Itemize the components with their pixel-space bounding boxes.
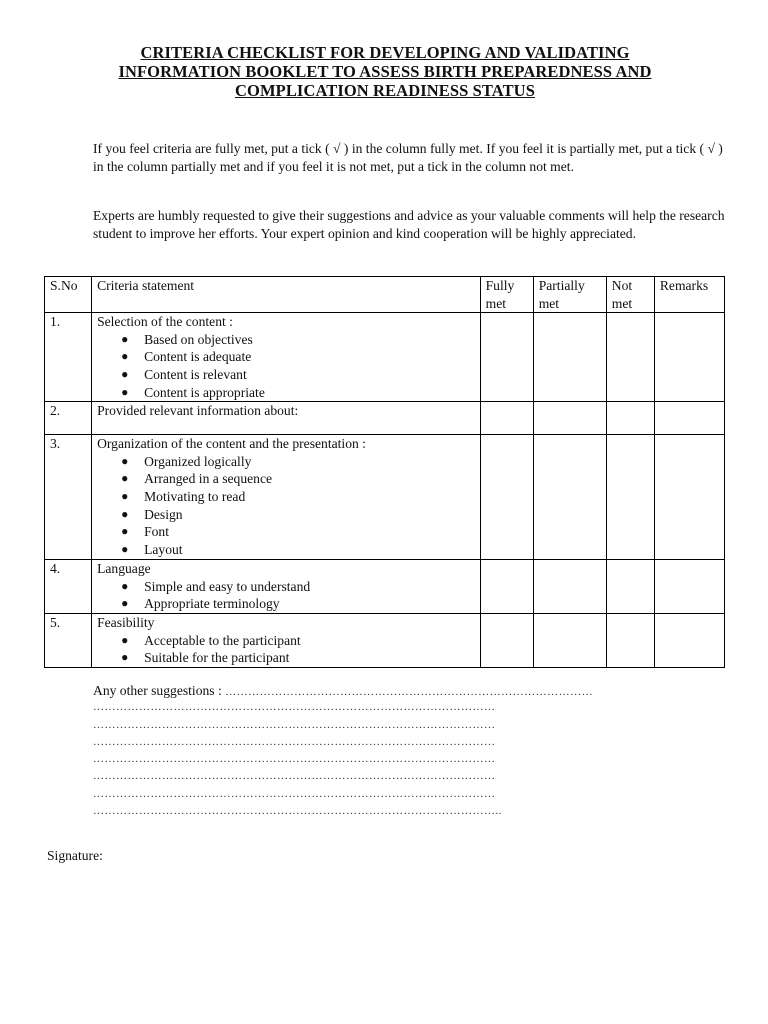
criteria-item-label: Based on objectives bbox=[144, 331, 253, 347]
bullet-icon: ● bbox=[121, 650, 129, 665]
criteria-statement: Selection of the content : bbox=[97, 314, 233, 330]
list-item bbox=[121, 649, 475, 667]
suggestions-input-line[interactable]: …………………………………………………………………………………… bbox=[225, 686, 594, 698]
criteria-item-label: Arranged in a sequence bbox=[144, 471, 273, 487]
not-met-cell[interactable] bbox=[606, 560, 654, 614]
bullet-icon: ● bbox=[121, 488, 129, 503]
criteria-item-label: Content is adequate bbox=[144, 349, 252, 365]
list-item bbox=[121, 384, 475, 402]
criteria-item-label: Font bbox=[144, 524, 169, 540]
suggestions-section bbox=[93, 682, 723, 820]
fully-met-cell[interactable] bbox=[480, 613, 533, 667]
criteria-cell bbox=[92, 613, 481, 667]
criteria-bullet-list bbox=[97, 453, 475, 559]
row-number: 5. bbox=[45, 613, 92, 667]
row-number: 3. bbox=[45, 435, 92, 560]
list-item bbox=[121, 331, 475, 349]
suggestions-input-line[interactable]: …………………………………………………………………………………………… bbox=[93, 770, 496, 783]
fully-met-cell[interactable] bbox=[480, 435, 533, 560]
title-line-3: COMPLICATION READINESS STATUS bbox=[235, 81, 535, 100]
criteria-item-label: Suitable for the participant bbox=[144, 650, 290, 666]
criteria-item-label: Appropriate terminology bbox=[144, 596, 280, 612]
header-partially-met: Partially met bbox=[533, 277, 606, 313]
bullet-icon: ● bbox=[121, 524, 129, 539]
partially-met-cell[interactable] bbox=[533, 402, 606, 435]
header-not-met: Not met bbox=[606, 277, 654, 313]
criteria-item-label: Layout bbox=[144, 541, 183, 557]
title-line-1: CRITERIA CHECKLIST FOR DEVELOPING AND VALIDATING bbox=[140, 43, 630, 62]
criteria-item-label: Motivating to read bbox=[144, 488, 246, 504]
list-item bbox=[121, 506, 475, 524]
bullet-icon: ● bbox=[121, 578, 129, 593]
criteria-cell bbox=[92, 435, 481, 560]
criteria-item-label: Acceptable to the participant bbox=[144, 632, 301, 648]
list-item bbox=[121, 470, 475, 488]
list-item bbox=[121, 348, 475, 366]
header-fully-met: Fully met bbox=[480, 277, 533, 313]
criteria-cell bbox=[92, 402, 481, 435]
suggestions-label: Any other suggestions : bbox=[93, 683, 222, 698]
list-item bbox=[121, 541, 475, 559]
not-met-cell[interactable] bbox=[606, 402, 654, 435]
list-item bbox=[121, 595, 475, 613]
list-item bbox=[121, 578, 475, 596]
signature-label: Signature: bbox=[47, 848, 103, 863]
remarks-cell[interactable] bbox=[654, 313, 724, 402]
criteria-item-label: Simple and easy to understand bbox=[144, 578, 311, 594]
criteria-statement: Provided relevant information about: bbox=[97, 403, 299, 419]
criteria-statement: Language bbox=[97, 561, 151, 577]
criteria-bullet-list bbox=[97, 331, 475, 401]
page-title bbox=[60, 43, 710, 100]
bullet-icon: ● bbox=[121, 596, 129, 611]
row-number: 4. bbox=[45, 560, 92, 614]
suggestions-input-line[interactable]: …………………………………………………………………………………………… bbox=[93, 787, 496, 800]
remarks-cell[interactable] bbox=[654, 613, 724, 667]
criteria-bullet-list bbox=[97, 632, 475, 667]
suggestions-input-line[interactable]: …………………………………………………………………………………………….. bbox=[93, 805, 502, 818]
list-item bbox=[121, 523, 475, 541]
bullet-icon: ● bbox=[121, 384, 129, 399]
table-row bbox=[45, 613, 725, 667]
criteria-cell bbox=[92, 313, 481, 402]
instruction-paragraph-experts: Experts are humbly requested to give their suggestions and advice as your valuable comments will help the research student to improve her efforts. Your expert opinion and kind cooperation will be highly appreciated. bbox=[93, 208, 725, 241]
bullet-icon: ● bbox=[121, 453, 129, 468]
partially-met-cell[interactable] bbox=[533, 435, 606, 560]
table-row bbox=[45, 402, 725, 435]
suggestions-input-line[interactable]: …………………………………………………………………………………………… bbox=[93, 735, 496, 748]
table-row bbox=[45, 313, 725, 402]
suggestions-input-line[interactable]: …………………………………………………………………………………………… bbox=[93, 718, 496, 731]
criteria-statement: Organization of the content and the presentation : bbox=[97, 436, 366, 452]
table-row bbox=[45, 560, 725, 614]
not-met-cell[interactable] bbox=[606, 435, 654, 560]
list-item bbox=[121, 453, 475, 471]
title-line-2: INFORMATION BOOKLET TO ASSESS BIRTH PREPAREDNESS AND bbox=[118, 62, 652, 81]
instruction-paragraph-tick: If you feel criteria are fully met, put a tick ( √ ) in the column fully met. If you feel it is partially met, put a tick ( √ ) in the column partially met and if you feel it is not met, put a tick in the column not met. bbox=[93, 141, 723, 174]
row-number: 2. bbox=[45, 402, 92, 435]
bullet-icon: ● bbox=[121, 366, 129, 381]
bullet-icon: ● bbox=[121, 541, 129, 556]
list-item bbox=[121, 366, 475, 384]
criteria-cell bbox=[92, 560, 481, 614]
header-remarks: Remarks bbox=[654, 277, 724, 313]
remarks-cell[interactable] bbox=[654, 560, 724, 614]
list-item bbox=[121, 488, 475, 506]
not-met-cell[interactable] bbox=[606, 313, 654, 402]
criteria-bullet-list bbox=[97, 578, 475, 613]
bullet-icon: ● bbox=[121, 471, 129, 486]
not-met-cell[interactable] bbox=[606, 613, 654, 667]
suggestions-input-line[interactable]: …………………………………………………………………………………………… bbox=[93, 701, 496, 714]
partially-met-cell[interactable] bbox=[533, 313, 606, 402]
bullet-icon: ● bbox=[121, 632, 129, 647]
bullet-icon: ● bbox=[121, 349, 129, 364]
row-number: 1. bbox=[45, 313, 92, 402]
table-header-row bbox=[45, 277, 725, 313]
header-criteria-statement: Criteria statement bbox=[92, 277, 481, 313]
fully-met-cell[interactable] bbox=[480, 402, 533, 435]
criteria-item-label: Design bbox=[144, 506, 183, 522]
partially-met-cell[interactable] bbox=[533, 613, 606, 667]
criteria-item-label: Organized logically bbox=[144, 453, 252, 469]
suggestions-input-line[interactable]: …………………………………………………………………………………………… bbox=[93, 753, 496, 766]
table-row bbox=[45, 435, 725, 560]
criteria-checklist-table bbox=[44, 276, 725, 668]
remarks-cell[interactable] bbox=[654, 402, 724, 435]
remarks-cell[interactable] bbox=[654, 435, 724, 560]
fully-met-cell[interactable] bbox=[480, 560, 533, 614]
bullet-icon: ● bbox=[121, 331, 129, 346]
partially-met-cell[interactable] bbox=[533, 560, 606, 614]
header-sno: S.No bbox=[45, 277, 92, 313]
list-item bbox=[121, 632, 475, 650]
criteria-item-label: Content is relevant bbox=[144, 366, 247, 382]
suggestions-first-line bbox=[93, 682, 723, 699]
bullet-icon: ● bbox=[121, 506, 129, 521]
criteria-statement: Feasibility bbox=[97, 614, 155, 630]
fully-met-cell[interactable] bbox=[480, 313, 533, 402]
criteria-item-label: Content is appropriate bbox=[144, 384, 265, 400]
